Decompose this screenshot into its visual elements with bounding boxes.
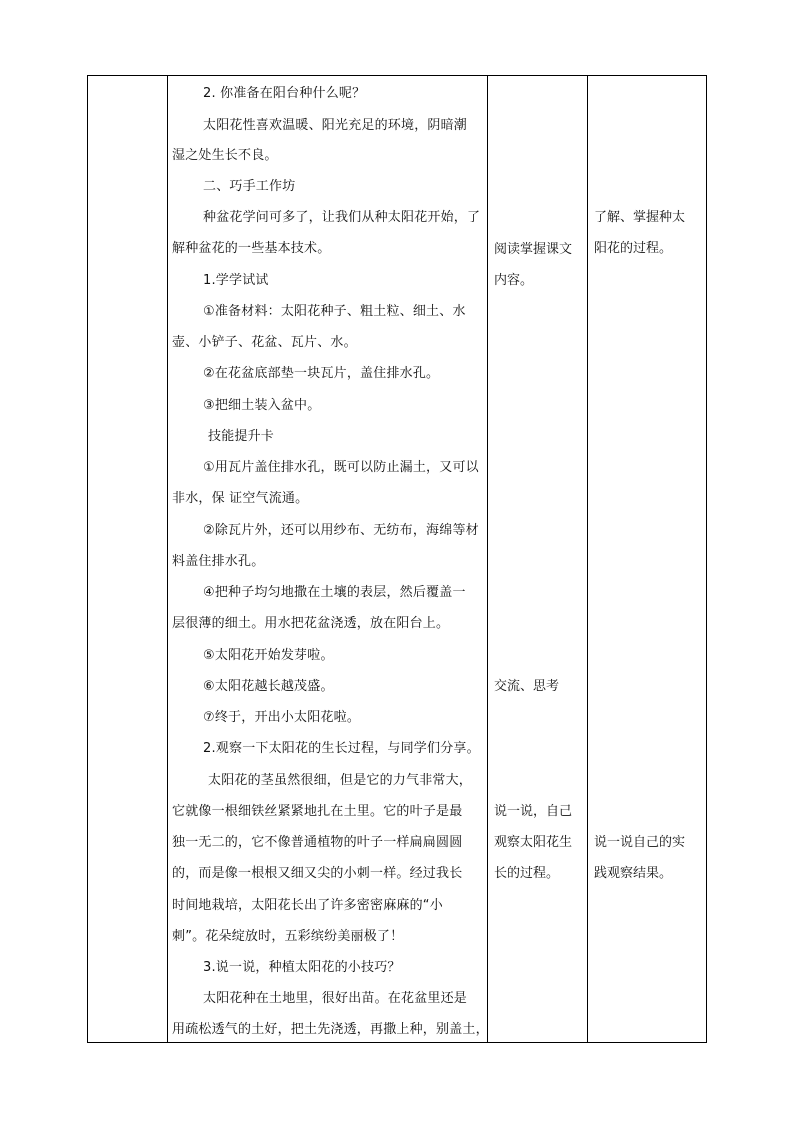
content-line: 湿之处生长不良。 (172, 148, 278, 163)
content-line: 太阳花种在土地里，很好出苗。在花盆里还是 (203, 991, 468, 1006)
content-line: 非水，保 证空气流通。 (172, 491, 309, 506)
content-line: 用疏松透气的土好，把土先浇透，再撒上种，别盖土， (172, 1022, 489, 1037)
tip-card-heading: 技能提升卡 (208, 429, 275, 444)
intent-text: 阳花的过程。 (594, 241, 673, 256)
content-line: ④把种子均匀地撒在土壤的表层，然后覆盖一 (203, 585, 466, 600)
intent-text: 说一说自己的实 (594, 835, 686, 850)
content-line: 的，而是像一根根又细又尖的小刺一样。经过我长 (172, 866, 463, 881)
content-line: 种盆花学问可多了，让我们从种太阳花开始，了 (203, 210, 481, 225)
content-line: 它就像一根细铁丝紧紧地扎在土里。它的叶子是最 (172, 804, 463, 819)
content-line: 壶、小铲子、花盆、瓦片、水。 (172, 335, 357, 350)
activity-text: 内容。 (494, 273, 534, 288)
column-divider (487, 75, 488, 1043)
intent-text: 了解、掌握种太 (594, 210, 686, 225)
content-line: 独一无二的，它不像普通植物的叶子一样扁扁圆圆 (172, 835, 463, 850)
content-line: ⑥太阳花越长越茂盛。 (203, 679, 334, 694)
content-line: 料盖住排水孔。 (172, 554, 265, 569)
content-line: ③把细土装入盆中。 (203, 398, 321, 413)
subsection-heading: 1.学学试试 (203, 273, 269, 288)
content-line: ⑤太阳花开始发芽啦。 (203, 648, 334, 663)
intent-text: 践观察结果。 (594, 866, 673, 881)
content-line: 层很薄的细土。用水把花盆浇透，放在阳台上。 (172, 616, 450, 631)
activity-text: 观察太阳花生 (494, 835, 573, 850)
activity-text: 阅读掌握课文 (494, 242, 573, 257)
content-line: 刺”。花朵绽放时，五彩缤纷美丽极了！ (172, 929, 404, 944)
content-line: 2. 你准备在阳台种什么呢？ (203, 86, 366, 101)
content-line: 解种盆花的一些基本技术。 (172, 241, 331, 256)
content-line: ②除瓦片外，还可以用纱布、无纺布，海绵等材 (203, 523, 479, 538)
activity-text: 说一说，自己 (494, 804, 573, 819)
content-line: ①准备材料：太阳花种子、粗土粒、细土、水 (203, 304, 466, 319)
content-line: 3.说一说，种植太阳花的小技巧？ (203, 960, 401, 975)
activity-text: 长的过程。 (494, 866, 560, 881)
content-line: ①用瓦片盖住排水孔，既可以防止漏土，又可以 (203, 460, 479, 475)
content-line: 太阳花的茎虽然很细，但是它的力气非常大， (208, 773, 473, 788)
content-line: 太阳花性喜欢温暖、阳光充足的环境，阴暗潮 (203, 118, 468, 133)
activity-text: 交流、思考 (494, 679, 560, 694)
column-divider (167, 75, 168, 1043)
content-line: 时间地栽培，太阳花长出了许多密密麻麻的“小 (172, 898, 443, 913)
content-line: ⑦终于，开出小太阳花啦。 (203, 710, 361, 725)
content-line: 2.观察一下太阳花的生长过程，与同学们分享。 (203, 741, 480, 756)
column-divider (587, 75, 588, 1043)
content-line: ②在花盆底部垫一块瓦片，盖住排水孔。 (203, 366, 440, 381)
section-heading: 二、巧手工作坊 (203, 179, 296, 194)
